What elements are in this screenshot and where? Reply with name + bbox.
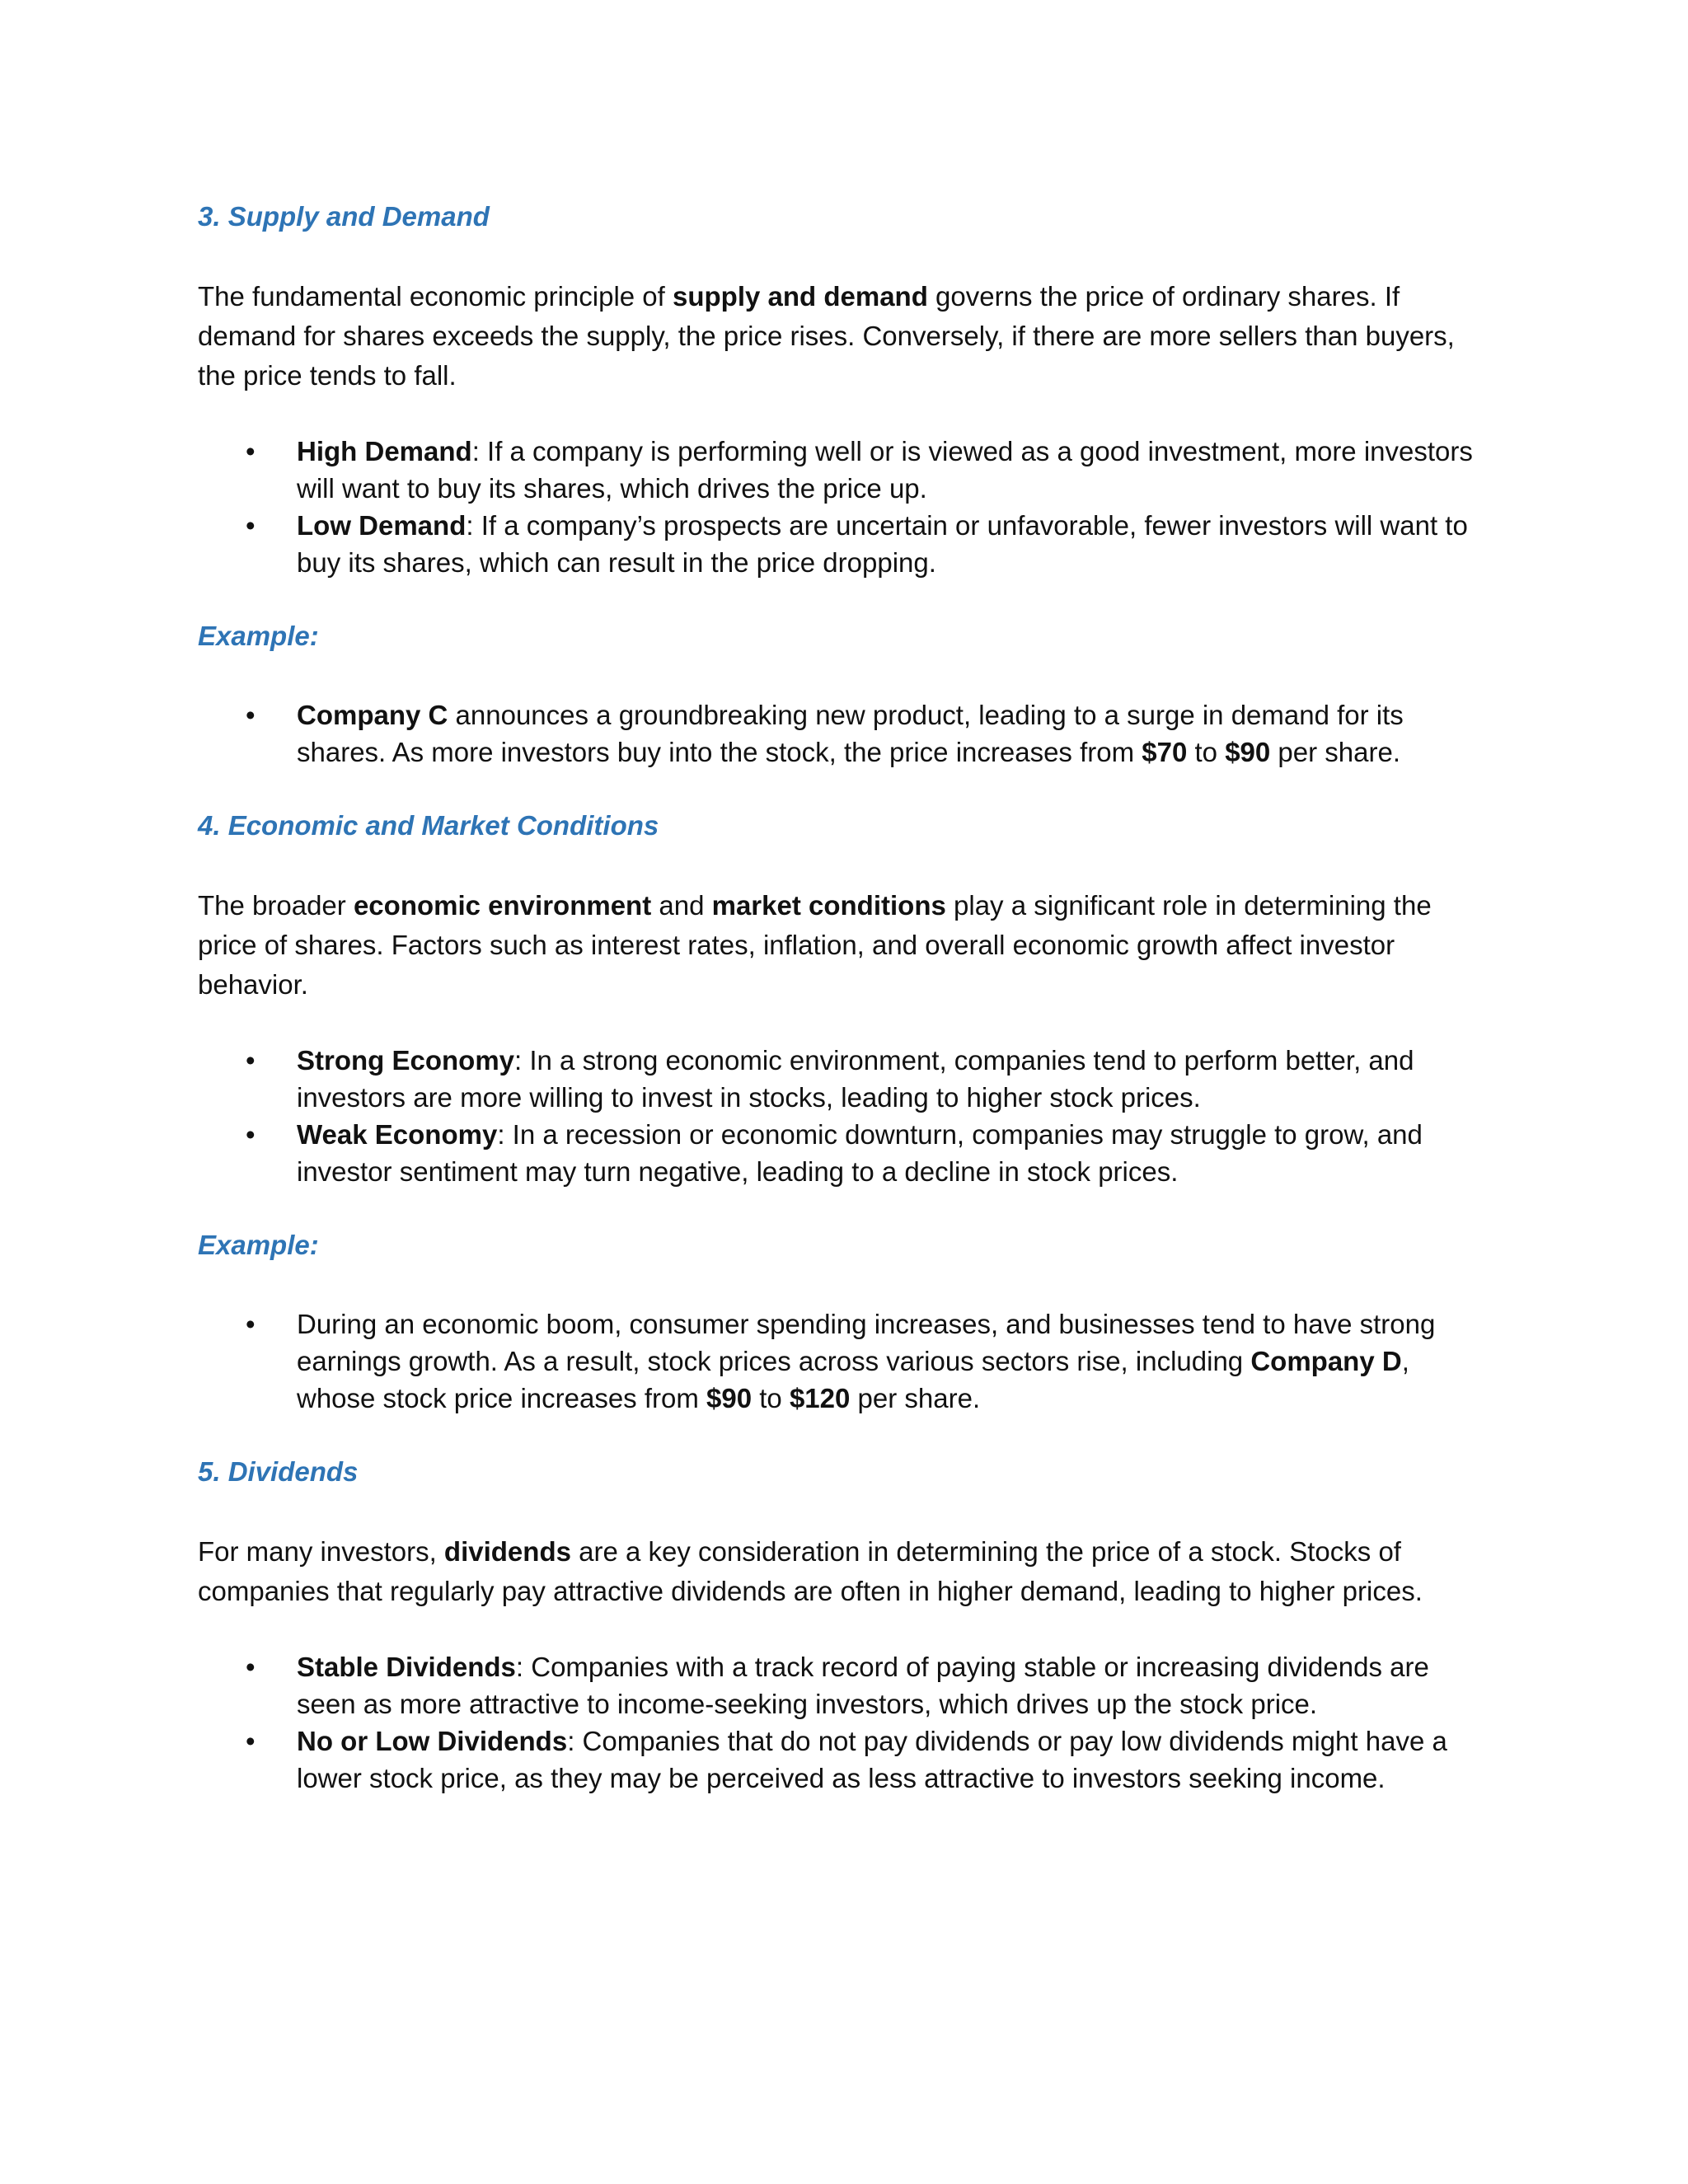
list-item: • No or Low Dividends: Companies that do not pay dividends or pay low dividends might have a lower stock price, as they may be perceived as less attractive to investors seeking income. [198, 1722, 1484, 1797]
section-heading-supply-demand: 3. Supply and Demand [198, 201, 490, 232]
bullet-icon: • [246, 1726, 256, 1756]
bullet-icon: • [246, 436, 256, 466]
bullet-list-example [198, 696, 1484, 771]
bullet-icon: • [246, 1119, 256, 1150]
section-heading-dividends: 5. Dividends [198, 1456, 359, 1487]
document-content [198, 199, 1484, 1797]
example-heading: Example: [198, 621, 319, 651]
paragraph-dividends: For many investors, dividends are a key consideration in determining the price of a stock. Stocks of companies that regularly pay attractive dividends are often in higher demand, leading to higher prices. [198, 1536, 1423, 1606]
section-heading-economic-conditions: 4. Economic and Market Conditions [198, 810, 659, 841]
list-item: • Strong Economy: In a strong economic environment, companies tend to perform better, and investors are more willing to invest in stocks, leading to higher stock prices. [198, 1042, 1484, 1116]
list-item: • High Demand: If a company is performing well or is viewed as a good investment, more investors will want to buy its shares, which drives the price up. [198, 433, 1484, 507]
bullet-list-economy [198, 1042, 1484, 1190]
paragraph-supply-demand: The fundamental economic principle of supply and demand governs the price of ordinary shares. If demand for shares exceeds the supply, the price rises. Conversely, if there are more sellers than buyers, the price tends to fall. [198, 281, 1455, 391]
bullet-list-dividends [198, 1648, 1484, 1797]
list-item: • Stable Dividends: Companies with a track record of paying stable or increasing dividends are seen as more attractive to income-seeking investors, which drives up the stock price. [198, 1648, 1484, 1722]
list-item: • Low Demand: If a company’s prospects are uncertain or unfavorable, fewer investors will want to buy its shares, which can result in the price dropping. [198, 507, 1484, 581]
bullet-icon: • [246, 700, 256, 730]
bullet-icon: • [246, 1309, 256, 1339]
bullet-icon: • [246, 1045, 256, 1076]
bullet-list-demand [198, 433, 1484, 581]
bullet-icon: • [246, 1652, 256, 1682]
bullet-icon: • [246, 510, 256, 541]
list-item: • Company C announces a groundbreaking new product, leading to a surge in demand for its shares. As more investors buy into the stock, the price increases from $70 to $90 per share. [198, 696, 1484, 771]
list-item: • During an economic boom, consumer spending increases, and businesses tend to have strong earnings growth. As a result, stock prices across various sectors rise, including Company D, whose stock price increases from $90 to $120 per share. [198, 1305, 1484, 1417]
list-item: • Weak Economy: In a recession or economic downturn, companies may struggle to grow, and investor sentiment may turn negative, leading to a decline in stock prices. [198, 1116, 1484, 1190]
bullet-list-example [198, 1305, 1484, 1417]
example-heading: Example: [198, 1230, 319, 1260]
paragraph-economic-conditions: The broader economic environment and market conditions play a significant role in determining the price of shares. Factors such as interest rates, inflation, and overall economic growth affect investor behavior. [198, 890, 1432, 1000]
